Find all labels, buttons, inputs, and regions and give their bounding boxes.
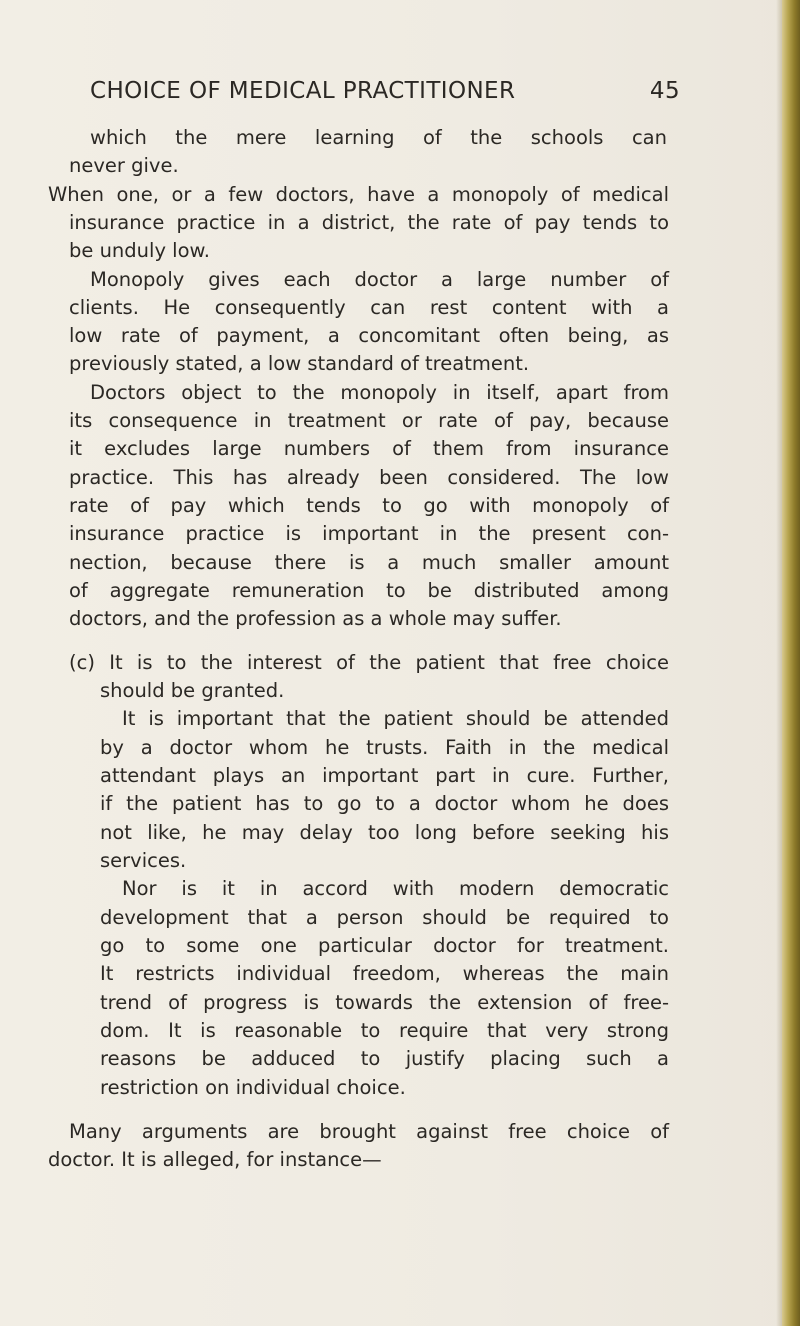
text-line: its consequence in treatment or rate of pay, because bbox=[69, 409, 669, 432]
page-edge bbox=[782, 0, 800, 1326]
text-line: of aggregate remuneration to be distributed among bbox=[69, 579, 669, 602]
text-line: should be granted. bbox=[100, 679, 285, 702]
text-line: dom. It is reasonable to require that very strong bbox=[100, 1019, 669, 1042]
text-line: attendant plays an important part in cure. Further, bbox=[100, 764, 669, 787]
text-line: low rate of payment, a concomitant often being, as bbox=[69, 324, 669, 347]
text-line: services. bbox=[100, 849, 187, 872]
text-line: practice. This has already been considered. The low bbox=[69, 466, 669, 489]
text-line: development that a person should be required to bbox=[100, 906, 669, 929]
text-line: insurance practice in a district, the rate of pay tends to bbox=[69, 211, 669, 234]
text-line: Monopoly gives each doctor a large number of bbox=[90, 268, 669, 291]
text-line: not like, he may delay too long before seeking his bbox=[100, 821, 669, 844]
text-line: doctor. It is alleged, for instance— bbox=[48, 1148, 382, 1171]
text-line: restriction on individual choice. bbox=[100, 1076, 406, 1099]
text-line: rate of pay which tends to go with monopoly of bbox=[69, 494, 669, 517]
text-line: trend of progress is towards the extension of free- bbox=[100, 991, 669, 1014]
text-line: Nor is it in accord with modern democratic bbox=[122, 877, 669, 900]
chapter-title: CHOICE OF MEDICAL PRACTITIONER bbox=[90, 78, 516, 104]
text-line: by a doctor whom he trusts. Faith in the medical bbox=[100, 736, 669, 759]
text-line: go to some one particular doctor for treatment. bbox=[100, 934, 669, 957]
text-line: When one, or a few doctors, have a monopoly of medical bbox=[48, 183, 669, 206]
text-line: Doctors object to the monopoly in itself, apart from bbox=[90, 381, 669, 404]
page-number: 45 bbox=[649, 78, 680, 104]
text-line: which the mere learning of the schools can bbox=[90, 126, 667, 149]
text-line: clients. He consequently can rest content with a bbox=[69, 296, 669, 319]
text-line: if the patient has to go to a doctor whom he does bbox=[100, 792, 669, 815]
text-line: Many arguments are brought against free choice of bbox=[69, 1120, 669, 1143]
text-line: never give. bbox=[69, 154, 179, 177]
text-line: insurance practice is important in the present con- bbox=[69, 522, 669, 545]
text-line: It is important that the patient should be attended bbox=[122, 707, 669, 730]
text-line: reasons be adduced to justify placing such a bbox=[100, 1047, 669, 1070]
text-line: nection, because there is a much smaller amount bbox=[69, 551, 669, 574]
text-line: It restricts individual freedom, whereas the main bbox=[100, 962, 669, 985]
text-line: previously stated, a low standard of treatment. bbox=[69, 352, 530, 375]
text-line: be unduly low. bbox=[69, 239, 210, 262]
text-line: it excludes large numbers of them from insurance bbox=[69, 437, 669, 460]
text-line: (c) It is to the interest of the patient that free choice bbox=[69, 651, 669, 674]
text-line: doctors, and the profession as a whole may suffer. bbox=[69, 607, 562, 630]
